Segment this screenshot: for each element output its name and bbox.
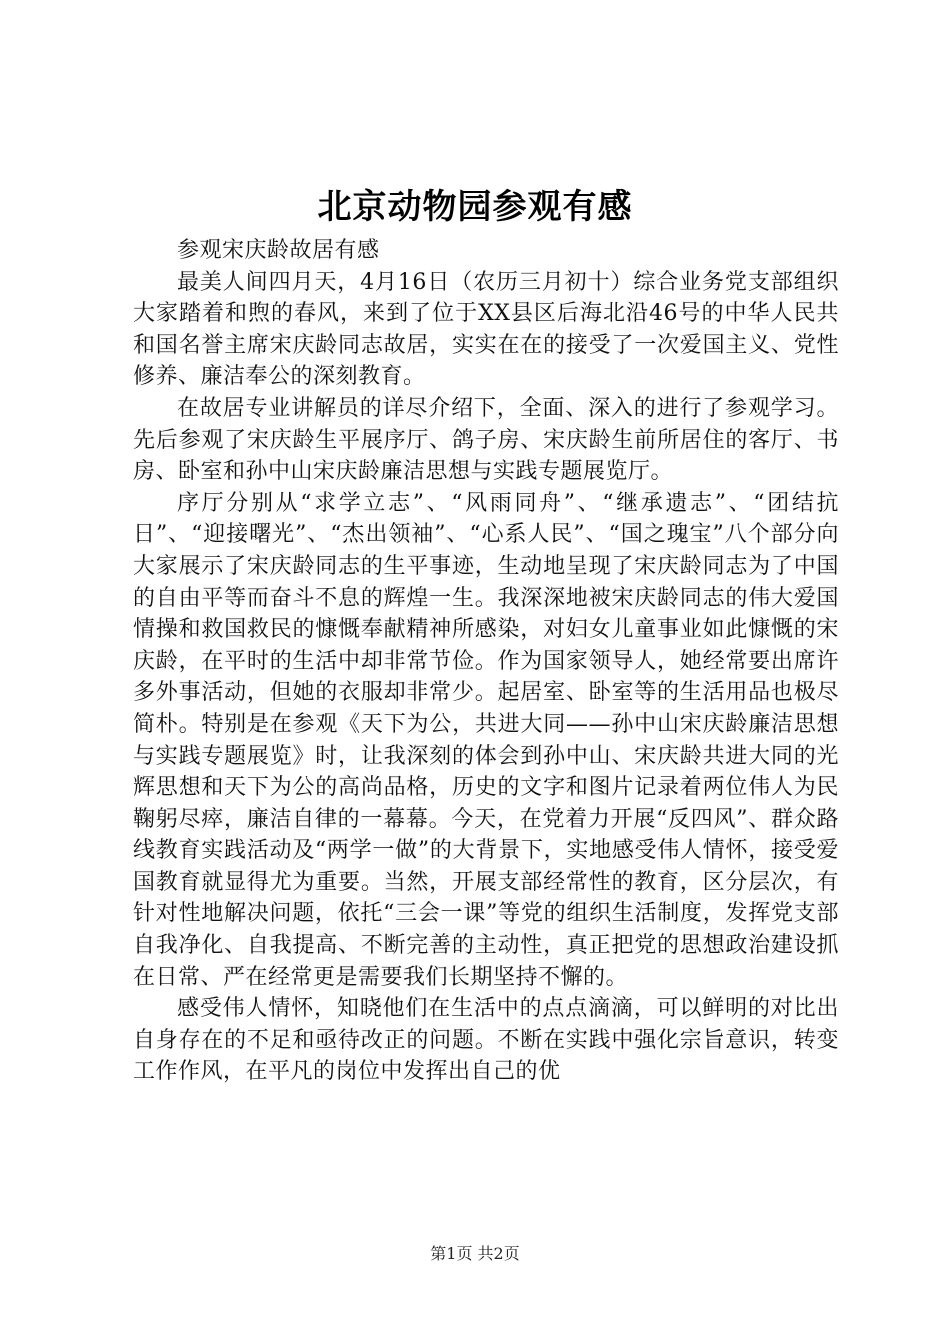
- body-paragraph: 最美人间四月天，4月16日（农历三月初十）综合业务党支部组织大家踏着和煦的春风，来到了位于XX县区后海北沿46号的中华人民共和国名誉主席宋庆龄同志故居，实实在在的接受了一次爱国主义、党性修养、廉洁奉公的深刻教育。: [133, 269, 839, 390]
- body-paragraph: 感受伟人情怀，知晓他们在生活中的点点滴滴，可以鲜明的对比出自身存在的不足和亟待改正的问题。不断在实践中强化宗旨意识，转变工作作风，在平凡的岗位中发挥出自己的优: [133, 996, 839, 1085]
- body-paragraph: 序厅分别从“求学立志”、“风雨同舟”、“继承遗志”、“团结抗日”、“迎接曙光”、“杰出领袖”、“心系人民”、“国之瑰宝”八个部分向大家展示了宋庆龄同志的生平事迹，生动地呈现了宋庆龄同志为了中国的自由平等而奋斗不息的辉煌一生。我深深地被宋庆龄同志的伟大爱国情操和救国救民的慷慨奉献精神所感染，对妇女儿童事业如此慷慨的宋庆龄，在平时的生活中却非常节俭。作为国家领导人，她经常要出席许多外事活动，但她的衣服却非常少。起居室、卧室等的生活用品也极尽简朴。特别是在参观《天下为公，共进大同——孙中山宋庆龄廉洁思想与实践专题展览》时，让我深刻的体会到孙中山、宋庆龄共进大同的光辉思想和天下为公的高尚品格，历史的文字和图片记录着两位伟人为民鞠躬尽瘁，廉洁自律的一幕幕。今天，在党着力开展“反四风”、群众路线教育实践活动及“两学一做”的大背景下，实地感受伟人情怀，接受爱国教育就显得尤为重要。当然，开展支部经常性的教育，区分层次，有针对性地解决问题，依托“三会一课”等党的组织生活制度，发挥党支部自我净化、自我提高、不断完善的主动性，真正把党的思想政治建设抓在日常、严在经常更是需要我们长期坚持不懈的。: [133, 490, 839, 990]
- body-paragraph: 在故居专业讲解员的详尽介绍下，全面、深入的进行了参观学习。先后参观了宋庆龄生平展序厅、鸽子房、宋庆龄生前所居住的客厅、书房、卧室和孙中山宋庆龄廉洁思想与实践专题展览厅。: [133, 395, 839, 485]
- document-body: [133, 235, 839, 1088]
- subtitle-paragraph: 参观宋庆龄故居有感: [177, 238, 380, 263]
- page-title: 北京动物园参观有感: [317, 187, 633, 227]
- page-footer: 第1页 共2页: [430, 1244, 520, 1263]
